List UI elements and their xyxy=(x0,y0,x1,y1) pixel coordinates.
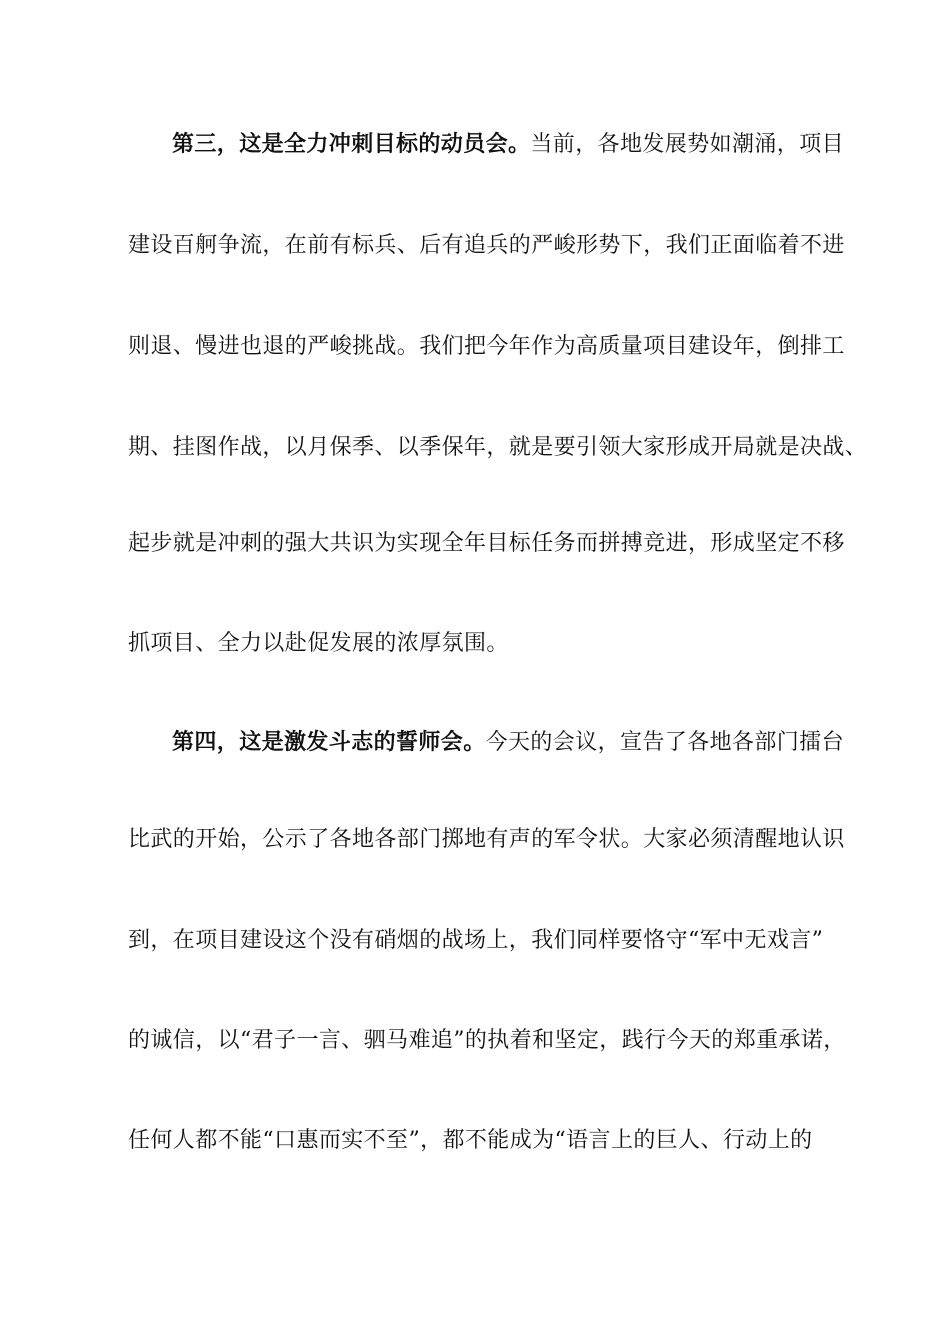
paragraph-1-line-1 xyxy=(172,130,892,159)
paragraph-2-line-1 xyxy=(172,728,892,757)
paragraph-1-line-4: 期、挂图作战，以月保季、以季保年，就是要引领大家形成开局就是决战、 xyxy=(128,435,868,460)
paragraph-2-line-2: 比武的开始，公示了各地各部门掷地有声的军令状。大家必须清醒地认识 xyxy=(128,827,845,852)
paragraph-2-text: 今天的会议，宣告了各地各部门擂台 xyxy=(485,730,845,755)
paragraph-1-line-6: 抓项目、全力以赴促发展的浓厚氛围。 xyxy=(128,631,509,656)
paragraph-1-line-5: 起步就是冲刺的强大共识为实现全年目标任务而拼搏竞进，形成坚定不移 xyxy=(128,531,845,556)
paragraph-2-line-3: 到，在项目建设这个没有硝烟的战场上，我们同样要恪守“军中无戏言” xyxy=(128,928,824,953)
paragraph-2-lead: 第四，这是激发斗志的誓师会。 xyxy=(172,729,486,755)
paragraph-2-line-5: 任何人都不能“口惠而实不至”，都不能成为“语言上的巨人、行动上的 xyxy=(128,1128,813,1153)
paragraph-1-line-2: 建设百舸争流，在前有标兵、后有追兵的严峻形势下，我们正面临着不进 xyxy=(128,233,845,258)
paragraph-1-lead: 第三，这是全力冲刺目标的动员会。 xyxy=(172,131,531,157)
paragraph-2-line-4: 的诚信，以“君子一言、驷马难追”的执着和坚定，践行今天的郑重承诺， xyxy=(128,1028,846,1053)
paragraph-1-text: 当前，各地发展势如潮涌，项目 xyxy=(530,132,845,157)
paragraph-1-line-3: 则退、慢进也退的严峻挑战。我们把今年作为高质量项目建设年，倒排工 xyxy=(128,334,845,359)
